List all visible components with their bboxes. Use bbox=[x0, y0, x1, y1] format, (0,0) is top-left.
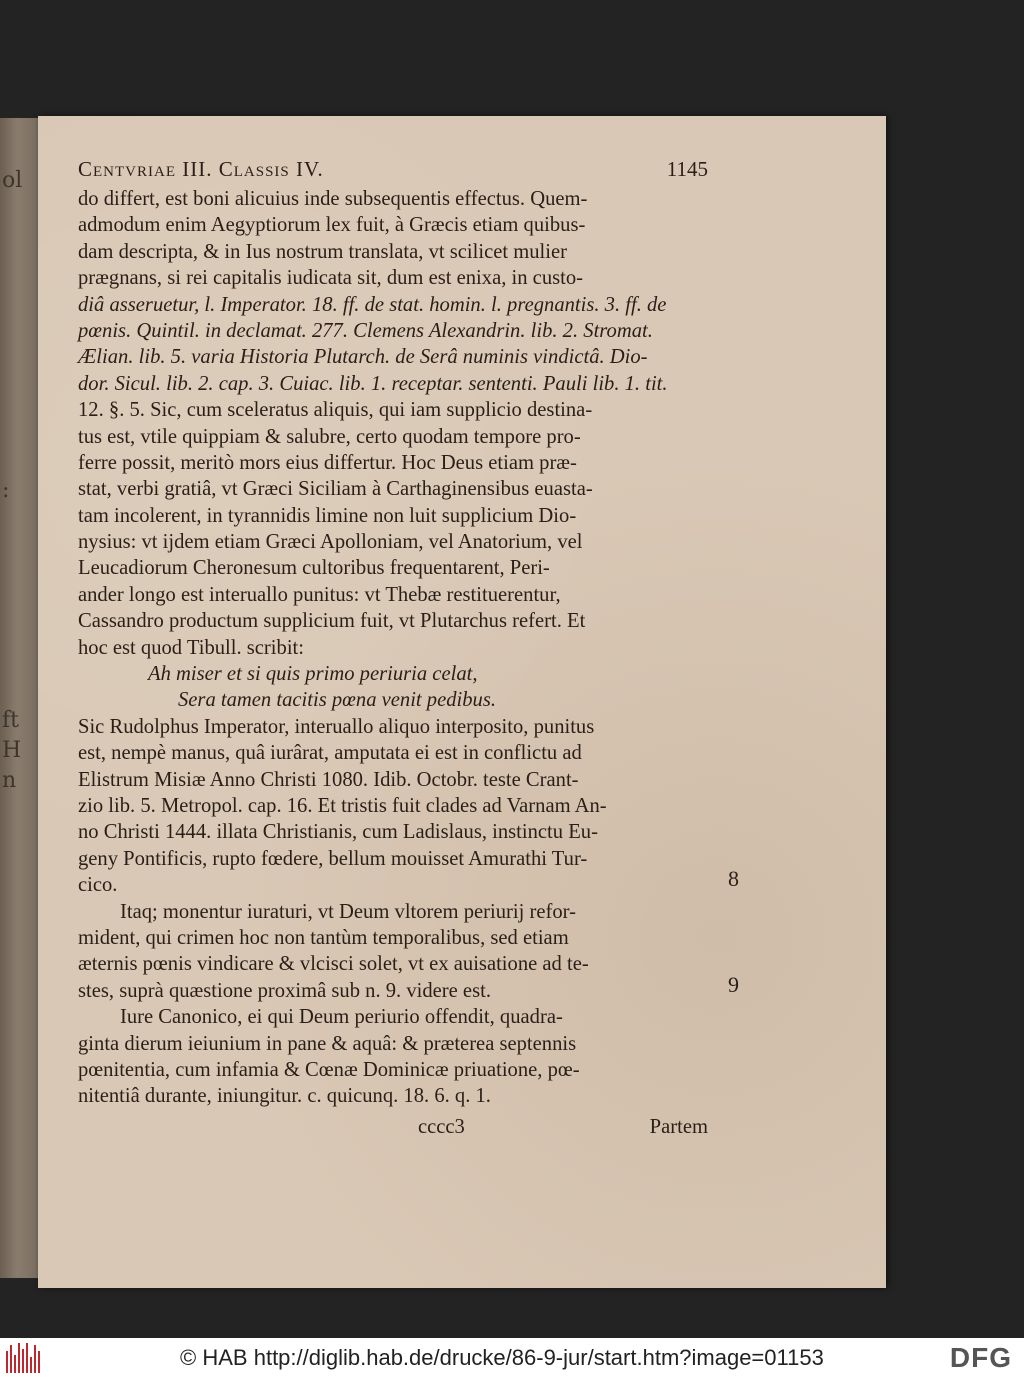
text-line: mident, qui crimen hoc non tantùm temporalibus, sed etiam bbox=[78, 926, 569, 949]
running-header bbox=[78, 156, 708, 186]
text-line: est, nempè manus, quâ iurârat, amputata ei est in conflictu ad bbox=[78, 742, 582, 765]
text-line: ginta dierum ieiunium in pane & aquâ: & præterea septennis bbox=[78, 1032, 577, 1055]
copyright-url[interactable]: © HAB http://diglib.hab.de/drucke/86-9-jur/start.htm?image=01153 bbox=[180, 1344, 824, 1370]
text-line: Itaq; monentur iuraturi, vt Deum vltorem periurij refor- bbox=[120, 900, 576, 923]
catchword: Partem bbox=[649, 1115, 708, 1138]
text-line: Ah miser et si quis primo periuria celat, bbox=[148, 663, 478, 686]
hab-logo-icon[interactable] bbox=[6, 1343, 54, 1373]
text-line: pœnitentia, cum infamia & Cœnæ Dominicæ priuatione, pœ- bbox=[78, 1058, 580, 1081]
page-text bbox=[78, 156, 708, 1140]
ghost-glyph: : bbox=[2, 478, 10, 503]
text-line: tus est, vtile quippiam & salubre, certo quodam tempore pro- bbox=[78, 425, 581, 448]
facing-page-edge bbox=[0, 118, 38, 1278]
margin-number-8: 8 bbox=[728, 866, 739, 891]
text-line: ferre possit, meritò mors eius differtur. Hoc Deus etiam præ- bbox=[78, 451, 577, 474]
text-line: Ælian. lib. 5. varia Historia Plutarch. de Serâ numinis vindictâ. Dio- bbox=[78, 346, 648, 369]
text-line: prægnans, si rei capitalis iudicata sit, dum est enixa, in custo- bbox=[78, 267, 584, 290]
running-title: Centvriae III. Classis IV. bbox=[78, 157, 324, 181]
text-line: 12. §. 5. Sic, cum sceleratus aliquis, qui iam supplicio destina- bbox=[78, 399, 593, 422]
text-line: zio lib. 5. Metropol. cap. 16. Et tristis fuit clades ad Varnam An- bbox=[78, 794, 607, 817]
text-line: Leucadiorum Cheronesum cultoribus frequentarent, Peri- bbox=[78, 557, 550, 580]
ghost-glyph: ft bbox=[2, 708, 19, 733]
ghost-glyph: n bbox=[2, 768, 17, 793]
text-line: geny Pontificis, rupto fœdere, bellum mouisset Amurathi Tur- bbox=[78, 847, 588, 870]
text-line: tam incolerent, in tyrannidis limine non luit supplicium Dio- bbox=[78, 504, 577, 527]
text-line: nysius: vt ijdem etiam Græci Apolloniam, vel Anatorium, vel bbox=[78, 531, 583, 554]
folio-number: 1145 bbox=[666, 157, 708, 181]
text-line: Iure Canonico, ei qui Deum periurio offendit, quadra- bbox=[120, 1006, 563, 1029]
viewer-footer-bar bbox=[0, 1338, 1024, 1377]
text-line: dor. Sicul. lib. 2. cap. 3. Cuiac. lib. 1. receptar. sententi. Pauli lib. 1. tit. bbox=[78, 372, 668, 395]
ghost-glyph: H bbox=[2, 738, 22, 763]
ghost-glyph: ol bbox=[2, 168, 23, 193]
page-footer bbox=[78, 1114, 708, 1140]
margin-number-9: 9 bbox=[728, 972, 739, 997]
text-line: stat, verbi gratiâ, vt Græci Siciliam à Carthaginensibus euasta- bbox=[78, 478, 593, 501]
text-line: do differt, est boni alicuius inde subsequentis effectus. Quem- bbox=[78, 188, 588, 210]
text-line: nitentiâ durante, iniungitur. c. quicunq. 18. 6. q. 1. bbox=[78, 1085, 491, 1108]
text-line: Sera tamen tacitis pœna venit pedibus. bbox=[178, 689, 497, 712]
dfg-logo[interactable]: DFG bbox=[949, 1341, 1012, 1373]
text-line: Sic Rudolphus Imperator, interuallo aliquo interposito, punitus bbox=[78, 715, 595, 738]
signature-mark: cccc3 bbox=[418, 1115, 465, 1138]
text-line: diâ asseruetur, l. Imperator. 18. ff. de stat. homin. l. pregnantis. 3. ff. de bbox=[78, 293, 667, 316]
text-line: Elistrum Misiæ Anno Christi 1080. Idib. Octobr. teste Crant- bbox=[78, 768, 579, 791]
text-line: stes, suprà quæstione proximâ sub n. 9. videre est. bbox=[78, 979, 491, 1002]
text-line: hoc est quod Tibull. scribit: bbox=[78, 636, 304, 659]
text-line: ander longo est interuallo punitus: vt Thebæ restituerentur, bbox=[78, 583, 561, 606]
book-page bbox=[38, 116, 886, 1288]
text-line: pœnis. Quintil. in declamat. 277. Clemens Alexandrin. lib. 2. Stromat. bbox=[78, 319, 653, 342]
text-line: Cassandro productum supplicium fuit, vt Plutarchus refert. Et bbox=[78, 610, 586, 633]
text-line: admodum enim Aegyptiorum lex fuit, à Græcis etiam quibus- bbox=[78, 214, 586, 237]
text-line: no Christi 1444. illata Christianis, cum Ladislaus, instinctu Eu- bbox=[78, 821, 598, 844]
text-line: cico. bbox=[78, 874, 118, 897]
text-line: dam descripta, & in Ius nostrum translata, vt scilicet mulier bbox=[78, 240, 567, 263]
text-line: æternis pœnis vindicare & vlcisci solet, vt ex auisatione ad te- bbox=[78, 953, 589, 976]
text-lines bbox=[78, 186, 708, 1110]
